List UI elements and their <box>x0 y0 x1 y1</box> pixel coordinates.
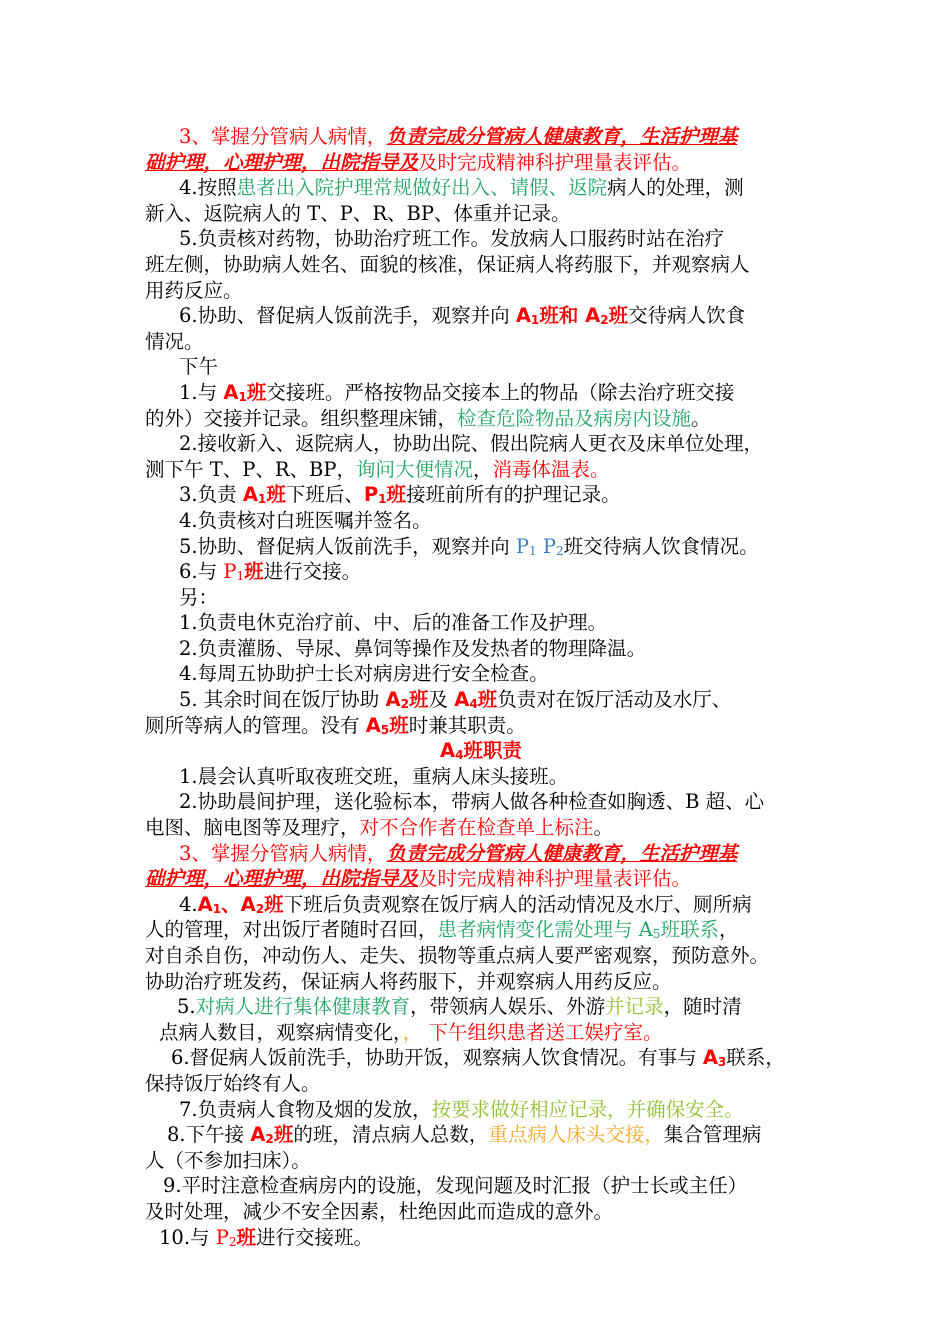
text-run: 6.协助、督促病人饭前洗手，观察并向 <box>179 304 516 328</box>
duty-line: 7.负责病人食物及烟的发放，按要求做好相应记录，并确保安全。 <box>179 1097 744 1121</box>
duty-line <box>145 150 817 176</box>
section-title: $A_4$班职责 <box>439 739 522 763</box>
document-page <box>145 124 817 1250</box>
text-run: 3、掌握分管病人病情， <box>179 125 387 148</box>
duty-line: 6.与 $P_1$班进行交接。 <box>179 560 362 584</box>
duty-line: 新入、返院病人的 T、P、R、BP、体重并记录。 <box>145 201 571 225</box>
duty-line: 9.平时注意检查病房内的设施，发现问题及时汇报（护士长或主任） <box>163 1174 748 1198</box>
shift-code: $A_1$班 <box>242 483 286 507</box>
duty-line: 保持饭厅始终有人。 <box>145 1071 321 1095</box>
highlight-text: ， <box>402 1020 423 1044</box>
highlight-text: 并记录 <box>605 995 664 1019</box>
duty-line: 2.协助晨间护理，送化验标本，带病人做各种检查如胸透、B 超、心 <box>179 790 765 814</box>
text-run: 交待病人饮食 <box>628 304 746 328</box>
highlight-text: 患者病情变化需处理与 $A_5$班联系 <box>437 918 719 942</box>
shift-code: $P_1$班 <box>363 483 407 507</box>
text-run: 病人的处理，测 <box>607 176 744 200</box>
duty-line: 电图、脑电图等及理疗，对不合作者在检查单上标注。 <box>145 816 614 840</box>
text-run: 及时完成精神科护理量表评估。 <box>418 150 692 174</box>
duty-line: 础护理，心理护理，出院指导及及时完成精神科护理量表评估。 <box>145 867 692 891</box>
shift-code: $P_2$班 <box>215 1225 257 1249</box>
shift-code: $A_1$、$A_2$班 <box>197 892 284 916</box>
shift-code: $A_1$班 <box>223 380 267 404</box>
shift-code: $A_2$班 <box>385 688 429 712</box>
duty-line: 10.与 $P_2$班进行交接班。 <box>159 1225 374 1249</box>
duty-line: 3.负责 $A_1$班下班后、$P_1$班接班前所有的护理记录。 <box>179 483 621 507</box>
highlight-text: 询问大便情况 <box>355 457 473 481</box>
duty-line: 4.负责核对白班医嘱并签名。 <box>179 508 432 532</box>
emphasis-text: 负责完成分管病人健康教育，生活护理基 <box>386 125 738 148</box>
duty-line: 6.督促病人饭前洗手，协助开饭，观察病人饮食情况。有事与 $A_3$联系， <box>171 1046 785 1070</box>
shift-code: $A_5$班 <box>365 713 409 737</box>
shift-code: $A_1$班和 $A_2$班 <box>515 304 629 328</box>
shift-code: $A_3$ <box>702 1046 727 1070</box>
emphasis-text: 础护理，心理护理，出院指导及 <box>145 867 419 891</box>
duty-line <box>145 124 817 150</box>
duty-line: 3、掌握分管病人病情，负责完成分管病人健康教育，生活护理基 <box>179 841 738 865</box>
duty-line: 及时处理，减少不安全因素，杜绝因此而造成的意外。 <box>145 1199 614 1223</box>
highlight-text: 下午组织患者送工娱疗室。 <box>422 1020 663 1044</box>
duty-line: 5.对病人进行集体健康教育，带领病人娱乐、外游并记录，随时清 <box>177 995 742 1019</box>
duty-line: 人（不参加扫床）。 <box>145 1148 311 1172</box>
text-run: 4.按照 <box>179 176 237 200</box>
highlight-text: 对病人进行集体健康教育 <box>195 995 411 1019</box>
duty-line: 5.协助、督促病人饭前洗手，观察并向 $P_1$ $P_2$班交待病人饮食情况。 <box>179 534 759 558</box>
highlight-text: 患者出入院护理常规做好出入、请假、返院 <box>236 176 608 200</box>
duty-line: 班左侧，协助病人姓名、面貌的核准，保证病人将药服下，并观察病人 <box>145 252 750 276</box>
duty-line: 情况。 <box>145 329 204 353</box>
shift-code: $A_2$班 <box>250 1123 294 1147</box>
duty-line: 8.下午接 $A_2$班的班，清点病人总数，重点病人床头交接，集合管理病 <box>167 1123 762 1147</box>
duty-line: 5. 其余时间在饭厅协助 $A_2$班及 $A_4$班负责对在饭厅活动及水厅、 <box>179 688 732 712</box>
highlight-text: 消毒体温表。 <box>492 457 610 481</box>
duty-line: 用药反应。 <box>145 278 243 302</box>
duty-line <box>145 303 817 329</box>
duty-line: 1.负责电休克治疗前、中、后的准备工作及护理。 <box>179 611 608 635</box>
duty-line: 2.负责灌肠、导尿、鼻饲等操作及发热者的物理降温。 <box>179 636 647 660</box>
duty-line: 对自杀自伤，冲动伤人、走失、损物等重点病人要严密观察，预防意外。 <box>145 944 770 967</box>
section-heading: 另： <box>179 585 219 609</box>
duty-line: 测下午 T、P、R、BP，询问大便情况，消毒体温表。 <box>145 457 610 481</box>
duty-line: 5.负责核对药物，协助治疗班工作。发放病人口服药时站在治疗 <box>179 227 725 251</box>
highlight-text: 检查危险物品及病房内设施 <box>457 406 692 430</box>
duty-line: 1.与 $A_1$班交接班。严格按物品交接本上的物品（除去治疗班交接 <box>179 380 735 404</box>
shift-code: $P_1$ $P_2$ <box>515 534 564 558</box>
duty-line: 协助治疗班发药，保证病人将药服下，并观察病人用药反应。 <box>145 969 672 993</box>
duty-line <box>145 175 817 201</box>
highlight-text: 按要求做好相应记录，并确保安全。 <box>431 1097 744 1121</box>
emphasis-text: 础护理，心理护理，出院指导及 <box>145 150 419 174</box>
shift-code: $P_1$班 <box>223 560 264 584</box>
shift-code: $A_4$班 <box>454 688 498 712</box>
duty-line: 的外）交接并记录。组织整理床铺，检查危险物品及病房内设施。 <box>145 406 711 430</box>
emphasis-text: 负责完成分管病人健康教育，生活护理基 <box>386 841 738 865</box>
duty-line: $4.A_1$、$A_2$班下班后负责观察在饭厅病人的活动情况及水厅、厕所病 <box>179 892 752 916</box>
section-heading: 下午 <box>179 355 219 379</box>
duty-line: 厕所等病人的管理。没有 $A_5$班时兼其职责。 <box>145 713 526 737</box>
duty-line: 1.晨会认真听取夜班交班，重病人床头接班。 <box>179 764 569 788</box>
duty-line: 4.每周五协助护士长对病房进行安全检查。 <box>179 662 549 686</box>
highlight-text: 对不合作者在检查单上标注 <box>359 816 594 840</box>
duty-line: 2.接收新入、返院病人，协助出院、假出院病人更衣及床单位处理， <box>179 432 764 456</box>
highlight-text: 重点病人床头交接， <box>488 1123 664 1147</box>
duty-line: 人的管理，对出饭厅者随时召回，患者病情变化需处理与 $A_5$班联系， <box>145 918 739 942</box>
duty-line: 点病人数目，观察病情变化，， 下午组织患者送工娱疗室。 <box>159 1020 663 1044</box>
